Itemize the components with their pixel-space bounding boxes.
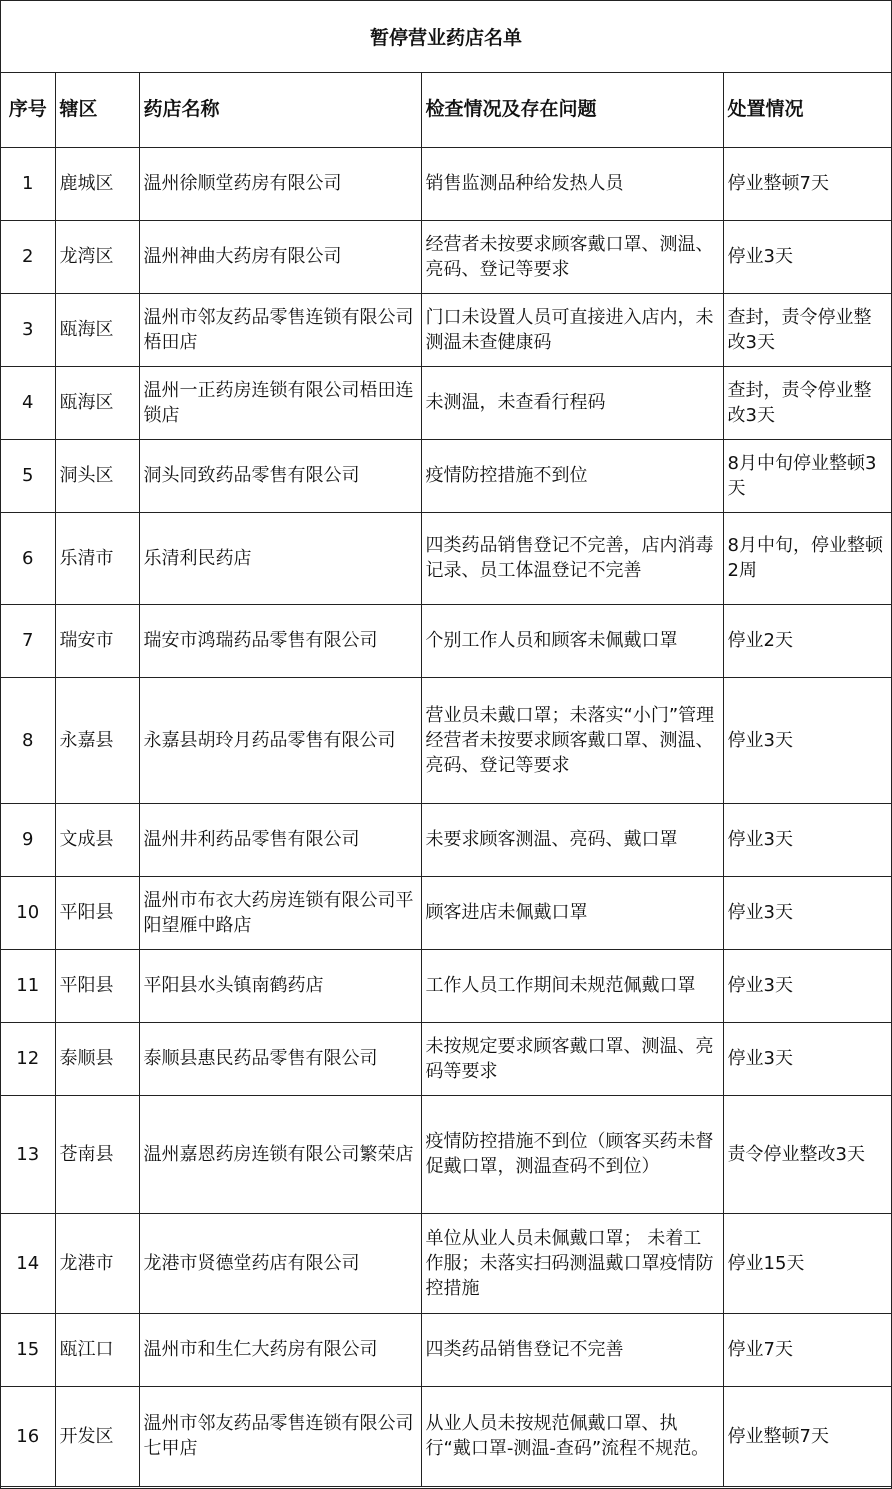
action-cell: 停业3天 (723, 949, 891, 1022)
row-number: 10 (1, 876, 55, 949)
row-number: 5 (1, 439, 55, 512)
district-cell: 龙港市 (55, 1213, 139, 1313)
pharmacy-name-cell: 乐清利民药店 (139, 512, 421, 604)
table-title: 暂停营业药店名单 (1, 1, 891, 73)
pharmacy-table (1, 73, 891, 1487)
district-cell: 瑞安市 (55, 604, 139, 677)
pharmacy-name-cell: 泰顺县惠民药品零售有限公司 (139, 1022, 421, 1095)
pharmacy-name-cell: 温州一正药房连锁有限公司梧田连锁店 (139, 366, 421, 439)
row-number: 2 (1, 220, 55, 293)
pharmacy-name-cell: 温州井利药品零售有限公司 (139, 803, 421, 876)
district-cell: 乐清市 (55, 512, 139, 604)
table-row (1, 1313, 891, 1386)
table-row (1, 1022, 891, 1095)
action-cell: 8月中旬，停业整顿2周 (723, 512, 891, 604)
action-cell: 停业7天 (723, 1313, 891, 1386)
issue-cell: 销售监测品种给发热人员 (421, 147, 723, 220)
row-number: 14 (1, 1213, 55, 1313)
header-row (1, 73, 891, 147)
action-cell: 停业3天 (723, 677, 891, 803)
district-cell: 鹿城区 (55, 147, 139, 220)
district-cell: 永嘉县 (55, 677, 139, 803)
issue-cell: 疫情防控措施不到位（顾客买药未督促戴口罩，测温查码不到位） (421, 1095, 723, 1213)
action-cell: 停业3天 (723, 220, 891, 293)
action-cell: 停业3天 (723, 876, 891, 949)
action-cell: 查封，责令停业整改3天 (723, 293, 891, 366)
header-district: 辖区 (55, 73, 139, 147)
action-cell: 停业3天 (723, 803, 891, 876)
header-pharmacy: 药店名称 (139, 73, 421, 147)
row-number: 7 (1, 604, 55, 677)
table-row (1, 512, 891, 604)
issue-cell: 未按规定要求顾客戴口罩、测温、亮码等要求 (421, 1022, 723, 1095)
action-cell: 停业3天 (723, 1022, 891, 1095)
pharmacy-name-cell: 温州嘉恩药房连锁有限公司繁荣店 (139, 1095, 421, 1213)
action-cell: 查封，责令停业整改3天 (723, 366, 891, 439)
table-row (1, 949, 891, 1022)
issue-cell: 四类药品销售登记不完善，店内消毒记录、员工体温登记不完善 (421, 512, 723, 604)
district-cell: 瓯海区 (55, 366, 139, 439)
action-cell: 停业整顿7天 (723, 147, 891, 220)
pharmacy-name-cell: 温州神曲大药房有限公司 (139, 220, 421, 293)
issue-cell: 工作人员工作期间未规范佩戴口罩 (421, 949, 723, 1022)
row-number: 4 (1, 366, 55, 439)
district-cell: 苍南县 (55, 1095, 139, 1213)
pharmacy-name-cell: 龙港市贤德堂药店有限公司 (139, 1213, 421, 1313)
issue-cell: 经营者未按要求顾客戴口罩、测温、亮码、登记等要求 (421, 220, 723, 293)
pharmacy-name-cell: 瑞安市鸿瑞药品零售有限公司 (139, 604, 421, 677)
table-body (1, 147, 891, 1486)
row-number: 1 (1, 147, 55, 220)
district-cell: 龙湾区 (55, 220, 139, 293)
row-number: 6 (1, 512, 55, 604)
pharmacy-name-cell: 永嘉县胡玲月药品零售有限公司 (139, 677, 421, 803)
pharmacy-name-cell: 温州市和生仁大药房有限公司 (139, 1313, 421, 1386)
table-row (1, 439, 891, 512)
district-cell: 文成县 (55, 803, 139, 876)
district-cell: 泰顺县 (55, 1022, 139, 1095)
issue-cell: 营业员未戴口罩；未落实“小门”管理经营者未按要求顾客戴口罩、测温、亮码、登记等要求 (421, 677, 723, 803)
row-number: 9 (1, 803, 55, 876)
district-cell: 开发区 (55, 1386, 139, 1486)
row-number: 15 (1, 1313, 55, 1386)
table-row (1, 1213, 891, 1313)
issue-cell: 疫情防控措施不到位 (421, 439, 723, 512)
table-row (1, 1095, 891, 1213)
row-number: 11 (1, 949, 55, 1022)
table-row (1, 147, 891, 220)
issue-cell: 门口未设置人员可直接进入店内，未测温未查健康码 (421, 293, 723, 366)
table-row (1, 803, 891, 876)
issue-cell: 顾客进店未佩戴口罩 (421, 876, 723, 949)
pharmacy-name-cell: 温州市布衣大药房连锁有限公司平阳望雁中路店 (139, 876, 421, 949)
district-cell: 洞头区 (55, 439, 139, 512)
table-row (1, 220, 891, 293)
row-number: 12 (1, 1022, 55, 1095)
issue-cell: 四类药品销售登记不完善 (421, 1313, 723, 1386)
pharmacy-name-cell: 洞头同致药品零售有限公司 (139, 439, 421, 512)
issue-cell: 未要求顾客测温、亮码、戴口罩 (421, 803, 723, 876)
pharmacy-name-cell: 温州市邻友药品零售连锁有限公司梧田店 (139, 293, 421, 366)
table-row (1, 677, 891, 803)
header-no: 序号 (1, 73, 55, 147)
district-cell: 瓯海区 (55, 293, 139, 366)
table-row (1, 366, 891, 439)
header-issue: 检查情况及存在问题 (421, 73, 723, 147)
pharmacy-name-cell: 平阳县水头镇南鹤药店 (139, 949, 421, 1022)
action-cell: 停业整顿7天 (723, 1386, 891, 1486)
district-cell: 平阳县 (55, 949, 139, 1022)
issue-cell: 个别工作人员和顾客未佩戴口罩 (421, 604, 723, 677)
district-cell: 平阳县 (55, 876, 139, 949)
row-number: 13 (1, 1095, 55, 1213)
header-action: 处置情况 (723, 73, 891, 147)
row-number: 16 (1, 1386, 55, 1486)
row-number: 8 (1, 677, 55, 803)
table-row (1, 1386, 891, 1486)
row-number: 3 (1, 293, 55, 366)
action-cell: 停业15天 (723, 1213, 891, 1313)
action-cell: 停业2天 (723, 604, 891, 677)
action-cell: 责令停业整改3天 (723, 1095, 891, 1213)
issue-cell: 从业人员未按规范佩戴口罩、执行“戴口罩-测温-查码”流程不规范。 (421, 1386, 723, 1486)
table-row (1, 604, 891, 677)
table-row (1, 293, 891, 366)
district-cell: 瓯江口 (55, 1313, 139, 1386)
issue-cell: 单位从业人员未佩戴口罩； 未着工作服；未落实扫码测温戴口罩疫情防控措施 (421, 1213, 723, 1313)
pharmacy-name-cell: 温州徐顺堂药房有限公司 (139, 147, 421, 220)
issue-cell: 未测温，未查看行程码 (421, 366, 723, 439)
table-row (1, 876, 891, 949)
pharmacy-name-cell: 温州市邻友药品零售连锁有限公司七甲店 (139, 1386, 421, 1486)
action-cell: 8月中旬停业整顿3天 (723, 439, 891, 512)
